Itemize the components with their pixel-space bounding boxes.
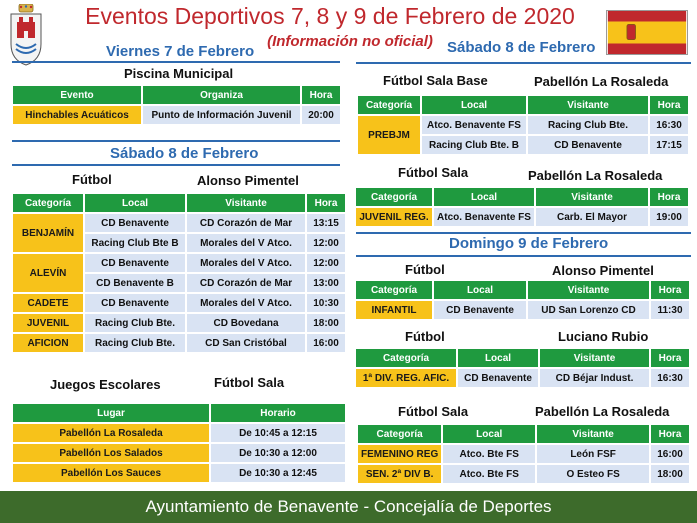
futsal-sport: Fútbol Sala [398,165,469,180]
local-cell: Atco. Bte FS [443,465,535,483]
category-cell: PREBJM [358,116,420,154]
saturday-day-title: Sábado 8 de Febrero [110,145,259,162]
column-header: Categoría [356,281,432,299]
local-cell: Racing Club Bte B [85,234,185,252]
category-cell: ALEVÍN [13,254,83,292]
time-cell: 11:30 [651,301,689,319]
visitor-cell: CD Béjar Indust. [540,369,649,387]
time-cell: 12:00 [307,254,345,272]
column-header: Categoría [356,188,432,206]
column-header: Organiza [143,86,300,104]
time-cell: 19:00 [650,208,688,226]
table-row [358,116,688,134]
friday-venue: Piscina Municipal [124,66,234,81]
time-cell: 13:15 [307,214,345,232]
visitor-cell: UD San Lorenzo CD [528,301,649,319]
divider [12,164,340,166]
column-header: Local [422,96,526,114]
category-cell: BENJAMÍN [13,214,83,252]
local-cell: Atco. Benavente FS [434,208,534,226]
visitor-cell: O Esteo FS [537,465,649,483]
time-cell: 17:15 [650,136,688,154]
column-header: Visitante [536,188,648,206]
schedule-cell: De 10:30 a 12:45 [211,464,345,482]
visitor-cell: CD Benavente [528,136,648,154]
sunday-futsal-table [356,423,691,485]
column-header: Categoría [358,425,441,443]
time-cell: 18:00 [651,465,689,483]
visitor-cell: CD Bovedana [187,314,305,332]
visitor-cell: CD Corazón de Mar [187,214,305,232]
visitor-cell: León FSF [537,445,649,463]
table-row [13,334,345,352]
futsal-base-venue: Pabellón La Rosaleda [534,74,669,89]
column-header: Hora [650,188,688,206]
visitor-cell: Morales del V Atco. [187,294,305,312]
time-cell: 16:30 [651,369,689,387]
local-cell: CD Benavente [434,301,526,319]
event-cell: Hinchables Acuáticos [13,106,141,124]
column-header: Horario [211,404,345,422]
friday-table [11,84,342,126]
table-row [13,106,340,124]
time-cell: 16:00 [307,334,345,352]
futsal-base-table [356,94,690,156]
sunday-day-title: Domingo 9 de Febrero [449,235,609,252]
table-row [13,214,345,232]
table-row [13,444,345,462]
table-row [13,254,345,272]
saturday-football-table [11,192,347,354]
column-header: Local [85,194,185,212]
saturday-venue: Alonso Pimentel [197,173,299,188]
sunday-football-sport: Fútbol [405,262,445,277]
category-cell: JUVENIL REG. [356,208,432,226]
table-row [356,301,689,319]
local-cell: Racing Club Bte. [85,334,185,352]
footer: Ayuntamiento de Benavente - Concejalía de Deportes [0,491,697,523]
table-row [13,424,345,442]
school-games-label: Juegos Escolares [50,377,161,392]
organizer-cell: Punto de Información Juvenil [143,106,300,124]
table-row [358,445,689,463]
divider [356,232,691,234]
column-header: Hora [307,194,345,212]
place-cell: Pabellón Los Sauces [13,464,209,482]
column-header: Hora [651,425,689,443]
column-header: Hora [650,96,688,114]
coat-of-arms-icon [8,4,44,66]
category-cell: 1ª DIV. REG. AFIC. [356,369,456,387]
time-cell: 10:30 [307,294,345,312]
sunday-football-table [354,279,691,321]
time-cell: 12:00 [307,234,345,252]
column-header: Categoría [358,96,420,114]
visitor-cell: Morales del V Atco. [187,254,305,272]
futsal-juvenil-table [354,186,690,228]
divider [356,255,691,257]
time-cell: 16:30 [650,116,688,134]
column-header: Hora [302,86,340,104]
divider [12,61,340,63]
place-cell: Pabellón Los Salados [13,444,209,462]
category-cell: CADETE [13,294,83,312]
time-cell: 18:00 [307,314,345,332]
local-cell: Atco. Benavente FS [422,116,526,134]
column-header: Visitante [528,96,648,114]
page-subtitle: (Información no oficial) [267,33,433,50]
sunday-futsal-sport: Fútbol Sala [398,404,469,419]
time-cell: 16:00 [651,445,689,463]
visitor-cell: CD San Cristóbal [187,334,305,352]
table-row [13,314,345,332]
column-header: Local [458,349,538,367]
table-row [356,369,689,387]
schedule-cell: De 10:30 a 12:00 [211,444,345,462]
column-header: Visitante [528,281,649,299]
column-header: Local [443,425,535,443]
category-cell: JUVENIL [13,314,83,332]
divider [356,62,691,64]
column-header: Visitante [187,194,305,212]
table-header-row [13,86,340,104]
category-cell: AFICION [13,334,83,352]
column-header: Visitante [537,425,649,443]
schedule-cell: De 10:45 a 12:15 [211,424,345,442]
visitor-cell: Racing Club Bte. [528,116,648,134]
column-header: Local [434,281,526,299]
futsal-base-sport: Fútbol Sala Base [383,73,488,88]
local-cell: CD Benavente B [85,274,185,292]
local-cell: CD Benavente [85,294,185,312]
visitor-cell: CD Corazón de Mar [187,274,305,292]
divider [12,140,340,142]
category-cell: INFANTIL [356,301,432,319]
local-cell: CD Benavente [458,369,538,387]
school-games-sport: Fútbol Sala [214,375,285,390]
sunday-football2-venue: Luciano Rubio [558,329,649,344]
table-row [358,465,689,483]
table-header-row [356,281,689,299]
place-cell: Pabellón La Rosaleda [13,424,209,442]
table-header-row [13,194,345,212]
table-row [356,208,688,226]
flag-icon [606,10,688,55]
time-cell: 13:00 [307,274,345,292]
column-header: Hora [651,281,689,299]
column-header: Categoría [356,349,456,367]
page-title: Eventos Deportivos 7, 8 y 9 de Febrero de 2020 [85,3,575,29]
sunday-football2-table [354,347,691,389]
table-row [13,464,345,482]
time-cell: 20:00 [302,106,340,124]
table-header-row [358,425,689,443]
sunday-futsal-venue: Pabellón La Rosaleda [535,404,670,419]
column-header: Hora [651,349,689,367]
column-header: Local [434,188,534,206]
local-cell: Atco. Bte FS [443,445,535,463]
table-header-row [13,404,345,422]
table-header-row [356,188,688,206]
column-header: Evento [13,86,141,104]
column-header: Lugar [13,404,209,422]
sunday-football2-sport: Fútbol [405,329,445,344]
saturday-right-day-title: Sábado 8 de Febrero [447,39,596,56]
table-header-row [356,349,689,367]
sunday-football-venue: Alonso Pimentel [552,263,654,278]
category-cell: SEN. 2ª DIV B. [358,465,441,483]
saturday-sport: Fútbol [72,172,112,187]
friday-day-title: Viernes 7 de Febrero [106,43,255,60]
local-cell: Racing Club Bte. [85,314,185,332]
local-cell: CD Benavente [85,214,185,232]
local-cell: CD Benavente [85,254,185,272]
column-header: Categoría [13,194,83,212]
table-header-row [358,96,688,114]
category-cell: FEMENINO REG [358,445,441,463]
school-games-table [11,402,347,484]
column-header: Visitante [540,349,649,367]
visitor-cell: Morales del V Atco. [187,234,305,252]
table-row [13,294,345,312]
visitor-cell: Carb. El Mayor [536,208,648,226]
local-cell: Racing Club Bte. B [422,136,526,154]
futsal-venue: Pabellón La Rosaleda [528,168,663,183]
